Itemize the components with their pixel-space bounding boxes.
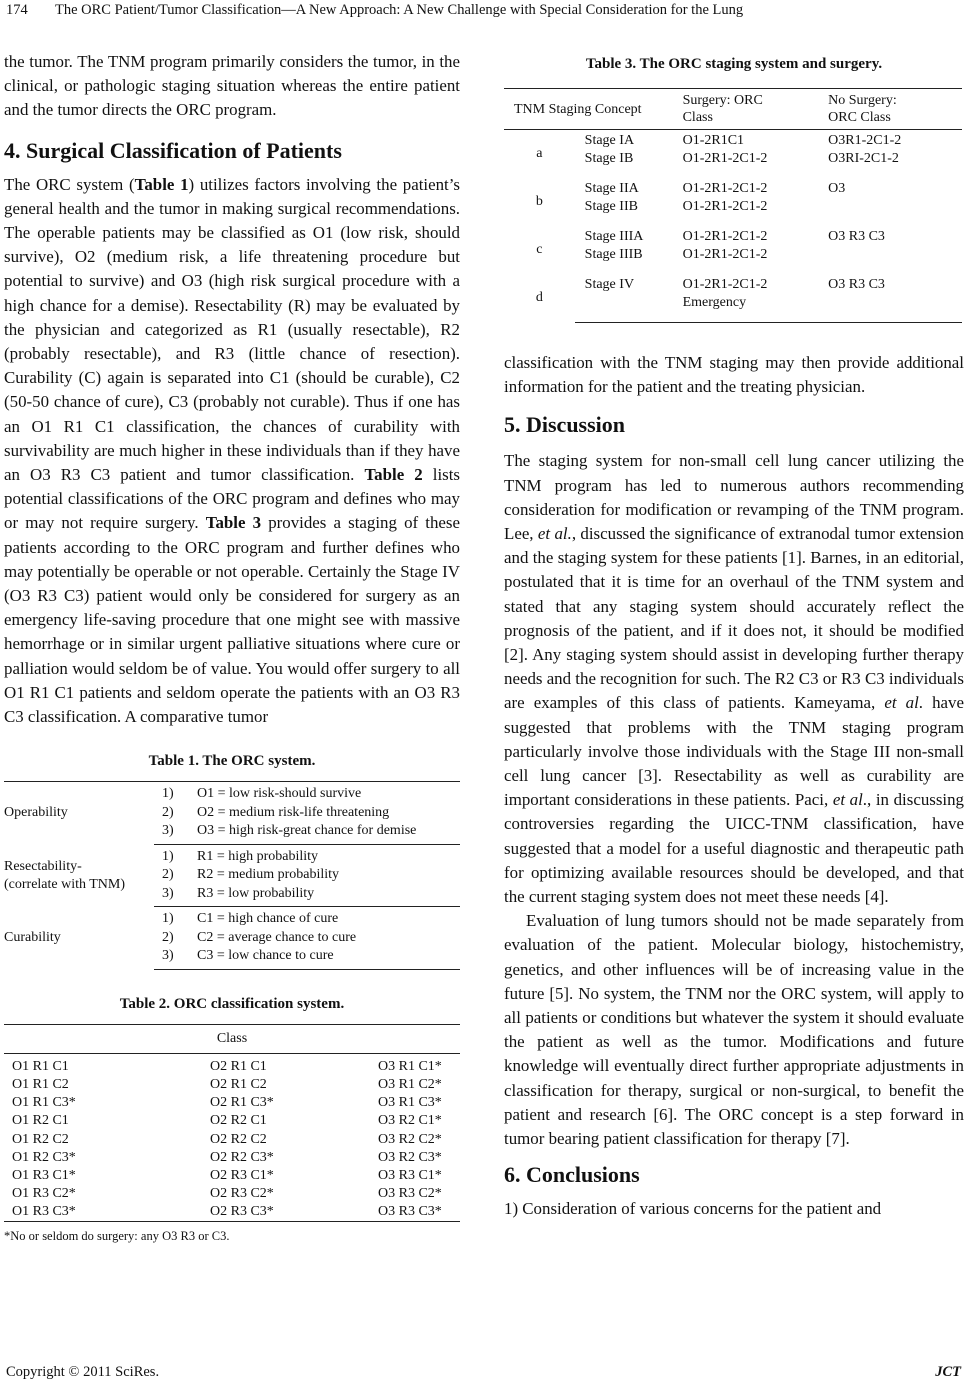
table-3-stages: Stage IA Stage IB [584,133,635,166]
table-1-item-number: 2) [162,867,174,883]
table-3-stages: Stage IV [575,274,673,323]
table-2-reference: Table 2 [364,465,423,485]
table-row [4,1203,460,1222]
table-2-cell: O3 R2 C3* [378,1149,442,1165]
table-1-category: Operability [4,782,154,845]
table-3-surgery: O1-2R1-2C1-2 Emergency [673,274,819,323]
table-row [4,1149,460,1167]
table-2-cell: O1 R3 C1* [12,1168,76,1183]
table-1-item-description: R3 = low probability [197,885,315,901]
table-2-cell: O1 R1 C1 [12,1058,69,1074]
table-3-tnm: a [536,146,543,161]
table-2-cell: O3 R1 C2* [378,1077,442,1093]
table-1-item-number: 1) [162,786,174,802]
table-row [504,130,962,179]
table-2-cell: O1 R2 C3* [12,1149,76,1165]
table-row [4,1167,460,1185]
table-1-item-number: 1) [162,848,174,864]
table-1-item-description: O1 = low risk-should survive [197,786,362,802]
table-1-category: Curability [4,930,61,946]
table-1-item-description: O2 = medium risk-life threatening [197,804,390,820]
section-5-paragraph-1: The staging system for non-small cell lung cancer utilizing the TNM program has led to numerous authors recommending consideration for modification or revamping of the TNM program. Lee, et al., discussed the significance of extranodal tumor extension and the staging system for these patients [1]. Barnes, in an editorial, postulated that it is time for an overhaul of the TNM system and stated that any staging system should accurately reflect the prognosis of the patient, and if it does not, it should be modified [2]. Any staging system should assist in developing further therapy needs and the recognition for such. The R2 C3 or R3 C3 individuals are examples of this class of patients. Kameyama, et al. have suggested that problems with the TNM staging program particularly involve those individuals with the Stage III non-small cell lung cancer [3]. Resectability as well as curability are important considerations in these patients. Paci, et al., in discussing controversies regarding the UICC-TNM classification, have suggested that a model for a useful diagnostic and therapeutic path for optimizing available resources should be developed, and that the current staging system does not meet these needs [4]. [504,451,964,907]
table-1-item-number: 3) [162,823,174,839]
table-1-item-description: C3 = low chance to cure [197,948,334,964]
table-2-cell: O2 R3 C1* [210,1168,274,1183]
table-2-cell: O3 R3 C3* [370,1203,460,1222]
table-1 [4,781,460,970]
table-row [4,1185,460,1203]
table-1-item-number: 2) [162,804,174,820]
table-3-surgery: O1-2R1C1 O1-2R1-2C1-2 [682,133,768,166]
table-2-cell: O3 R2 C1* [378,1113,442,1129]
table-3-no-surgery: O3 [828,181,846,196]
table-3-no-surgery: O3R1-2C1-2 O3RI-2C1-2 [828,133,902,166]
table-3-tnm: b [535,194,543,209]
table-1-descriptions [197,844,460,907]
table-1-item-number: 1) [162,911,174,927]
table-1-numbers [154,844,197,907]
table-2-cell: O1 R2 C1 [12,1113,69,1129]
table-2-note: *No or seldom do surgery: any O3 R3 or C3. [4,1229,230,1244]
section-5-heading: 5. Discussion [504,412,626,438]
section-6-heading: 6. Conclusions [504,1162,640,1188]
table-1-group [4,844,460,907]
section-4-paragraph: The ORC system (Table 1) utilizes factors involving the patient’s general health and the tumor in making surgical recommendations. The operable patients may be classified as O1 (low risk, should survive), O2 (medium risk, a life threatening procedure but potential to survive) and O3 (high risk surgical procedure with a high chance for a demise). Resectability (R) may be evaluated by the physician and categorized as R1 (usually resectable), R2 (probably resectable), and R3 (little chance of resection). Curability (C) again is separated into C1 (should be curable), C2 (50-50 chance of cure), C3 (probably not curable). Thus if one has an O1 R1 C1 classification, the chances of curability with survivability are much higher in these individuals than if they have an O3 R3 C3 patient and tumor classification. Table 2 lists potential classifications of the ORC program and defines who may or may not require surgery. Table 3 provides a staging of these patients according to the ORC program and further defines who may potentially be operable or not operable. Certainly the Stage IV (O3 R3 C3) patient would only be considered for surgery as an emergency life-saving procedure that one might see with massive hemorrhage or in similar urgent palliative situations where cure or palliation would seldom be of value. You would offer surgery to all O1 R1 C1 patients and seldom operate the patients with an O3 R3 C3 classification. A comparative tumor [4,174,460,727]
table-1-item-description: C1 = high chance of cure [197,911,339,927]
table-1-reference: Table 1 [134,174,189,194]
table-3-reference: Table 3 [205,513,262,533]
table-1-category: Resectability- (correlate with TNM) [4,858,126,892]
table-1-descriptions [197,907,460,970]
table-2-header: Class [4,1024,460,1053]
table-row [4,1053,460,1076]
table-1-item-number: 2) [162,929,174,945]
copyright: Copyright © 2011 SciRes. [6,1364,160,1380]
table-1-numbers [154,907,197,970]
table-3-stages: Stage IIIA Stage IIIB [584,229,644,262]
table-1-group [4,907,460,970]
table-2-cell: O2 R1 C2 [210,1077,267,1093]
table-2-cell: O1 R3 C3* [4,1203,202,1222]
table-3-no-surgery: O3 R3 C3 [828,229,885,244]
table-row [4,1131,460,1149]
table-3-no-surgery: O3 R3 C3 [818,274,962,323]
section-4-heading: 4. Surgical Classification of Patients [4,137,342,163]
table-3-stages: Stage IIA Stage IIB [584,181,639,214]
table-2-cell: O2 R2 C2 [210,1131,267,1147]
section-6-paragraph-1: 1) Consideration of various concerns for the patient and [504,1199,882,1219]
table-2-cell: O2 R1 C3* [210,1095,274,1111]
right-column [504,50,964,1222]
table-2-cell: O3 R1 C1* [378,1058,442,1074]
intro-paragraph: the tumor. The TNM program primarily considers the tumor, in the clinical, or pathologic staging situation whereas the entire patient and the tumor directs the ORC program. [4,52,460,120]
table-row [504,226,962,274]
table-2-cell: O3 R3 C2* [378,1186,442,1202]
table-2-cell: O2 R1 C1 [210,1058,267,1074]
table-3-header: Surgery: ORC Class [673,89,819,130]
table-2-cell: O2 R3 C3* [202,1203,370,1222]
table-2-cell: O2 R2 C1 [210,1113,267,1129]
table-2-cell: O3 R3 C1* [378,1168,442,1183]
table-2-cell: O2 R3 C2* [210,1186,274,1202]
table-2-cell: O3 R2 C2* [378,1131,442,1147]
table-1-item-number: 3) [162,885,174,901]
table-row [504,178,962,226]
table-1-item-number: 3) [162,948,174,964]
table-1-caption: Table 1. The ORC system. [148,753,316,770]
table-2-cell: O3 R1 C3* [378,1095,442,1111]
table-3-header: TNM Staging Concept [504,89,673,130]
table-2-cell: O1 R1 C3* [12,1095,76,1111]
table-2 [4,1024,460,1223]
table-1-item-description: C2 = average chance to cure [197,929,357,945]
table-3-surgery: O1-2R1-2C1-2 O1-2R1-2C1-2 [682,181,768,214]
table-1-item-description: R2 = medium probability [197,867,340,883]
table-3-header: No Surgery: ORC Class [818,89,962,130]
table-row [4,1112,460,1130]
table-row [504,274,962,323]
table-2-cell: O2 R2 C3* [210,1149,274,1165]
table-2-cell: O1 R2 C2 [12,1131,69,1147]
page-number: 174 [6,2,28,18]
table-3-tnm: c [536,242,543,257]
table-row [4,1094,460,1112]
table-1-item-description: R1 = high probability [197,848,319,864]
table-2-cell: O1 R3 C2* [12,1186,76,1202]
table-2-caption: Table 2. ORC classification system. [119,995,345,1012]
running-header [0,0,967,26]
table-1-item-description: O3 = high risk-great chance for demise [197,823,417,839]
running-title: The ORC Patient/Tumor Classification—A New Approach: A New Challenge with Special Consideration for the Lung [55,2,744,18]
left-column [4,50,460,1244]
continued-paragraph: classification with the TNM staging may then provide additional information for the patient and the treating physician. [504,353,964,397]
journal-abbrev: JCT [935,1364,961,1380]
table-3-tnm: d [535,290,543,306]
table-3 [504,88,962,323]
table-row [4,1076,460,1094]
section-5-paragraph-2: Evaluation of lung tumors should not be made separately from evaluation of the patient. Molecular biology, histochemistry, genetics, and other influences will be of increasing value in the future [5]. No system, the TNM nor the ORC system, will apply to all patients or conditions but whatever the system it should evaluate the patient as well as the tumor. Modifications and future knowledge will eventually direct further appropriate adjustments in classification for therapy, surgical or non-surgical, to benefit the patient and research [6]. The ORC concept is a step forward in tumor bearing patient classification for therapy [7]. [504,911,964,1149]
table-1-numbers [154,782,197,845]
table-1-descriptions [197,782,460,845]
table-3-surgery: O1-2R1-2C1-2 O1-2R1-2C1-2 [682,229,768,262]
table-3-caption: Table 3. The ORC staging system and surgery. [585,56,883,72]
table-1-group [4,782,460,845]
table-2-cell: O1 R1 C2 [12,1077,69,1093]
